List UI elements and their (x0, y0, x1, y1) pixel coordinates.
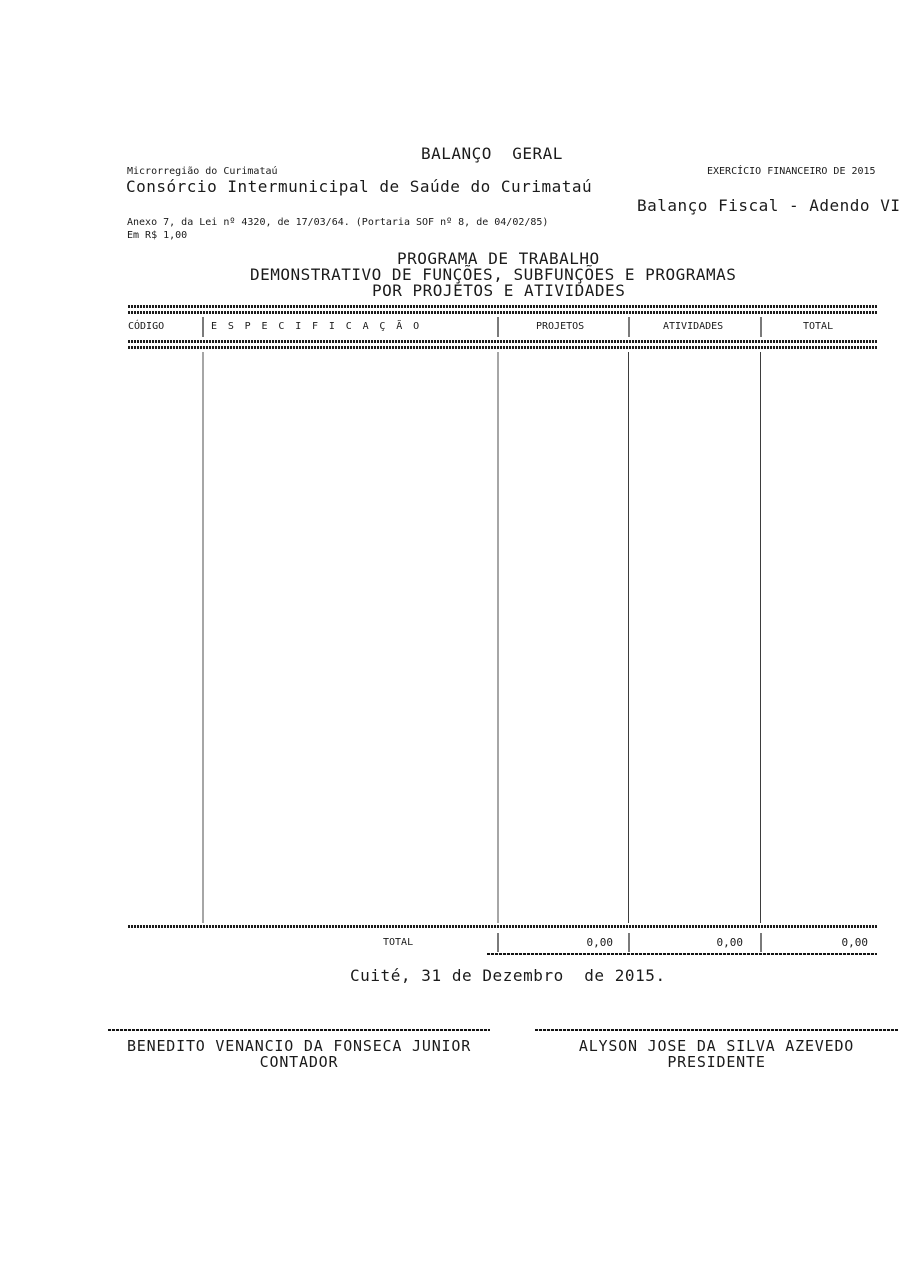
section-title-line2: DEMONSTRATIVO DE FUNÇÕES, SUBFUNÇÕES E PROGRAMAS (250, 265, 737, 284)
column-header-total: TOTAL (803, 321, 834, 332)
column-header-atividades: ATIVIDADES (663, 321, 724, 332)
report-subtitle: Balanço Fiscal - Adendo VI (637, 196, 900, 215)
header-bottom-rule-lower (128, 346, 877, 349)
signature-block-contador (108, 1038, 490, 1070)
date-line: Cuité, 31 de Dezembro de 2015. (350, 966, 666, 985)
body-column-line-2 (497, 352, 499, 923)
body-column-line-3 (628, 352, 629, 923)
total-row-label: TOTAL (383, 937, 414, 948)
section-title-line1: PROGRAMA DE TRABALHO (397, 249, 600, 268)
column-header-especificacao: E S P E C I F I C A Ç Ã O (211, 321, 422, 332)
legal-reference: Anexo 7, da Lei nº 4320, de 17/03/64. (Portaria SOF nº 8, de 04/02/85) (127, 217, 549, 228)
organization-name: Consórcio Intermunicipal de Saúde do Curimataú (126, 177, 593, 196)
signatory-role: PRESIDENTE (667, 1053, 766, 1071)
region-label: Microrregião do Curimataú (127, 166, 278, 177)
signatory-name: ALYSON JOSE DA SILVA AZEVEDO (578, 1037, 855, 1055)
signatory-name: BENEDITO VENANCIO DA FONSECA JUNIOR (126, 1037, 472, 1055)
currency-note: Em R$ 1,00 (127, 230, 188, 241)
fiscal-year-label: EXERCÍCIO FINANCEIRO DE 2015 (707, 166, 876, 177)
report-main-title: BALANÇO GERAL (421, 144, 563, 163)
table-top-rule-lower (128, 311, 877, 314)
header-separator-3 (628, 317, 630, 337)
table-bottom-rule (128, 925, 877, 928)
total-value-atividades: 0,00 (716, 936, 743, 949)
signature-rule-left (108, 1029, 490, 1031)
signature-block-presidente (535, 1038, 898, 1070)
column-header-codigo: CÓDIGO (128, 321, 165, 332)
body-column-line-1 (202, 352, 204, 923)
signatory-role: CONTADOR (259, 1053, 339, 1071)
total-value-projetos: 0,00 (586, 936, 613, 949)
header-separator-1 (202, 317, 204, 337)
signature-rule-right (535, 1029, 898, 1031)
body-column-line-4 (760, 352, 761, 923)
table-top-rule-upper (128, 305, 877, 308)
total-value-total: 0,00 (841, 936, 868, 949)
header-separator-4 (760, 317, 762, 337)
total-separator-1 (497, 933, 499, 952)
total-underline (487, 953, 877, 955)
total-separator-2 (628, 933, 630, 952)
column-header-projetos: PROJETOS (536, 321, 585, 332)
section-title-line3: POR PROJETOS E ATIVIDADES (372, 281, 626, 300)
header-bottom-rule-upper (128, 340, 877, 343)
total-separator-3 (760, 933, 762, 952)
header-separator-2 (497, 317, 499, 337)
